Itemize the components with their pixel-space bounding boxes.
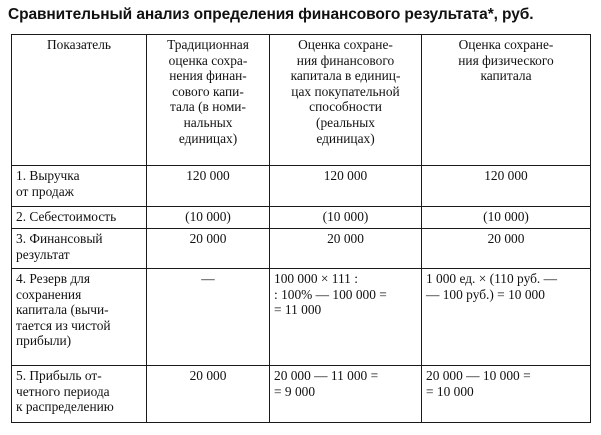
cell-traditional: 20 000 [147, 366, 270, 423]
cell-financial: 20 000 [270, 229, 422, 269]
header-traditional: Традиционная оценка сохра- нения финан- сового капи- тала (в номи- нальных единицах) [147, 35, 270, 166]
row-label: 5. Прибыль от- четного периода к распределению [12, 366, 147, 423]
header-indicator: Показатель [12, 35, 147, 166]
cell-financial: 100 000 × 111 : : 100% — 100 000 = = 11 000 [270, 269, 422, 366]
cell-financial: (10 000) [270, 207, 422, 229]
cell-traditional: (10 000) [147, 207, 270, 229]
cell-physical: 20 000 — 10 000 = = 10 000 [422, 366, 591, 423]
header-physical-capital: Оценка сохране- ния физического капитала [422, 35, 591, 166]
row-label: 3. Финансовый результат [12, 229, 147, 269]
cell-physical: (10 000) [422, 207, 591, 229]
cell-traditional: — [147, 269, 270, 366]
financial-result-table [11, 34, 591, 423]
cell-physical: 20 000 [422, 229, 591, 269]
cell-traditional: 20 000 [147, 229, 270, 269]
table-row [12, 229, 591, 269]
cell-traditional: 120 000 [147, 166, 270, 207]
table-row [12, 269, 591, 366]
row-label: 1. Выручка от продаж [12, 166, 147, 207]
cell-physical: 1 000 ед. × (110 руб. — — 100 руб.) = 10 000 [422, 269, 591, 366]
cell-financial: 120 000 [270, 166, 422, 207]
header-financial-capital: Оценка сохране- ния финансового капитала в единиц- цах покупательной способности (реальных единицах) [270, 35, 422, 166]
row-label: 2. Себестоимость [12, 207, 147, 229]
cell-financial: 20 000 — 11 000 = = 9 000 [270, 366, 422, 423]
table-row [12, 207, 591, 229]
cell-physical: 120 000 [422, 166, 591, 207]
table-row [12, 366, 591, 423]
table-title: Сравнительный анализ определения финансового результата*, руб. [8, 6, 534, 23]
row-label: 4. Резерв для сохранения капитала (вычи- тается из чистой прибыли) [12, 269, 147, 366]
header-row [12, 35, 591, 166]
table-row [12, 166, 591, 207]
